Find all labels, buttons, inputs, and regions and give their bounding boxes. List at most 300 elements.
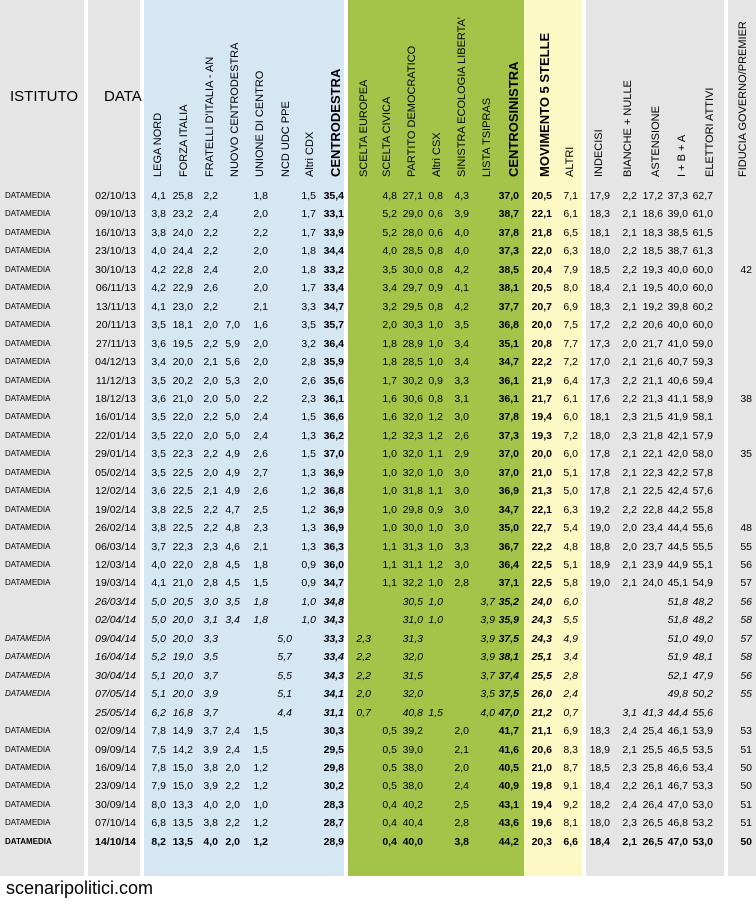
cell-value-bianche: 2,4 xyxy=(622,798,637,811)
cell-value-altri-cdx: 1,8 xyxy=(301,263,316,276)
cell-value-nuovo-cd xyxy=(210,704,240,722)
table-row xyxy=(0,833,756,851)
cell-value-iba: 37,3 xyxy=(667,190,688,202)
cell-value-fiducia: 48 xyxy=(740,522,752,535)
cell-data: 02/10/13 xyxy=(95,190,136,202)
cell-value-fdi: 2,2 xyxy=(203,245,218,258)
cell-value-sel: 3,8 xyxy=(454,835,469,848)
cell-value-sel: 2,6 xyxy=(454,429,469,442)
cell-value-pd: 28,5 xyxy=(402,356,423,369)
cell-istituto: DATAMEDIA xyxy=(5,264,51,274)
cell-value-altri-cdx: 3,5 xyxy=(301,319,316,332)
cell-value-fiducia: 56 xyxy=(740,669,752,682)
cell-value-indecisi: 18,4 xyxy=(589,282,610,295)
cell-value-astensione: 22,8 xyxy=(642,503,663,516)
cell-value-pd: 39,2 xyxy=(402,725,423,738)
cell-value-udc: 1,8 xyxy=(253,595,268,608)
table-row xyxy=(0,261,756,279)
cell-value-bianche: 2,1 xyxy=(622,466,637,479)
cell-value-indecisi: 17,3 xyxy=(589,374,610,387)
cell-value-scelta-civica: 4,8 xyxy=(382,190,397,202)
cell-value-scelta-civica: 1,6 xyxy=(382,392,397,405)
cell-value-altri-cdx: 1,0 xyxy=(301,595,316,608)
cell-value-astensione: 26,5 xyxy=(642,817,663,830)
cell-value-fdi: 2,0 xyxy=(203,429,218,442)
cell-value-elettori: 53,3 xyxy=(692,780,713,793)
cell-value-m5s: 21,1 xyxy=(531,725,552,738)
cell-value-centrodestra: 35,7 xyxy=(323,319,344,332)
cell-value-lega-nord: 8,2 xyxy=(151,835,166,848)
cell-data: 27/11/13 xyxy=(95,337,136,350)
cell-value-m5s: 20,8 xyxy=(531,337,552,350)
cell-value-pd: 32,0 xyxy=(402,688,423,701)
cell-value-nuovo-cd: 5,6 xyxy=(225,356,240,369)
cell-value-altri-csx: 1,0 xyxy=(428,595,443,608)
cell-value-centrodestra: 36,6 xyxy=(323,411,344,424)
cell-value-indecisi: 18,9 xyxy=(589,559,610,571)
cell-value-fdi: 2,0 xyxy=(203,466,218,479)
cell-istituto: DATAMEDIA xyxy=(5,652,51,662)
cell-value-lega-nord: 4,2 xyxy=(151,282,166,295)
cell-value-bianche: 2,0 xyxy=(622,337,637,350)
cell-value-altri-cdx: 1,0 xyxy=(301,614,316,627)
cell-value-altri-csx: 1,0 xyxy=(428,577,443,590)
cell-value-forza-italia: 22,3 xyxy=(172,448,193,461)
cell-value-centrosinistra: 37,5 xyxy=(498,632,519,645)
cell-value-altri-csx: 0,8 xyxy=(428,300,443,313)
cell-value-pd: 31,8 xyxy=(402,485,423,498)
cell-data: 06/11/13 xyxy=(95,282,136,295)
cell-value-astensione: 21,3 xyxy=(642,392,663,405)
cell-value-centrosinistra: 37,1 xyxy=(498,577,519,590)
cell-value-lega-nord: 3,5 xyxy=(151,319,166,332)
cell-value-bianche: 2,2 xyxy=(622,245,637,258)
cell-value-fdi: 2,3 xyxy=(203,540,218,553)
column-header-iba: I + B + A xyxy=(676,134,688,177)
cell-value-fdi: 2,6 xyxy=(203,282,218,295)
table-row xyxy=(0,648,756,666)
cell-value-sel: 3,3 xyxy=(454,540,469,553)
column-header-ncd-udc: NCD UDC PPE xyxy=(280,101,292,177)
cell-value-indecisi: 18,5 xyxy=(589,263,610,276)
cell-value-m5s: 21,7 xyxy=(531,392,552,405)
cell-value-sel: 3,3 xyxy=(454,374,469,387)
cell-value-astensione: 41,3 xyxy=(642,706,663,719)
cell-value-indecisi: 18,5 xyxy=(589,761,610,774)
cell-data: 19/02/14 xyxy=(95,503,136,516)
cell-value-sel: 3,0 xyxy=(454,411,469,424)
cell-value-centrodestra: 36,9 xyxy=(323,466,344,479)
cell-value-centrosinistra: 35,9 xyxy=(498,614,519,627)
footer-source: scenaripolitici.com xyxy=(6,878,154,898)
cell-value-nuovo-cd: 4,9 xyxy=(225,466,240,479)
cell-value-pd: 31,5 xyxy=(402,669,423,682)
cell-value-fdi: 3,7 xyxy=(203,725,218,738)
cell-value-altri: 6,4 xyxy=(563,374,578,387)
cell-value-nuovo-cd: 2,2 xyxy=(225,780,240,793)
cell-value-elettori: 57,6 xyxy=(692,485,713,498)
table-row xyxy=(0,464,756,482)
cell-value-forza-italia: 21,0 xyxy=(172,392,193,405)
cell-value-altri-cdx xyxy=(286,722,316,740)
cell-value-elettori: 55,6 xyxy=(692,706,713,719)
cell-value-fdi: 2,4 xyxy=(203,263,218,276)
table-row xyxy=(0,482,756,500)
table-row xyxy=(0,741,756,759)
cell-value-centrosinistra: 37,3 xyxy=(498,429,519,442)
cell-value-altri-csx: 1,2 xyxy=(428,429,443,442)
cell-value-altri: 8,1 xyxy=(563,817,578,830)
cell-value-centrodestra: 34,7 xyxy=(323,577,344,590)
cell-value-lega-nord: 3,8 xyxy=(151,522,166,535)
cell-value-altri-csx: 1,0 xyxy=(428,356,443,369)
cell-value-iba: 45,1 xyxy=(667,577,688,590)
cell-value-lega-nord: 7,9 xyxy=(151,780,166,793)
cell-value-nuovo-cd: 2,4 xyxy=(225,725,240,738)
cell-data: 20/11/13 xyxy=(95,319,136,332)
cell-value-centrosinistra: 43,6 xyxy=(498,817,519,830)
cell-value-sel: 3,4 xyxy=(454,337,469,350)
cell-istituto: DATAMEDIA xyxy=(5,726,51,736)
cell-value-elettori: 48,2 xyxy=(692,614,713,627)
cell-value-bianche: 2,0 xyxy=(622,540,637,553)
cell-value-pd: 32,0 xyxy=(402,651,423,664)
cell-value-m5s: 21,2 xyxy=(531,706,552,719)
cell-value-fiducia xyxy=(722,187,752,205)
cell-data: 30/04/14 xyxy=(95,669,136,682)
table-row xyxy=(0,611,756,629)
cell-istituto: DATAMEDIA xyxy=(5,227,51,237)
cell-value-centrodestra: 34,8 xyxy=(323,595,344,608)
cell-value-scelta-civica: 1,8 xyxy=(382,356,397,369)
cell-value-indecisi: 18,0 xyxy=(589,245,610,258)
cell-value-nuovo-cd: 4,9 xyxy=(225,485,240,498)
cell-value-fiducia: 55 xyxy=(740,540,752,553)
cell-value-bianche: 2,1 xyxy=(622,577,637,590)
cell-value-centrodestra: 36,8 xyxy=(323,485,344,498)
cell-value-sel: 3,0 xyxy=(454,503,469,516)
cell-value-sel: 4,0 xyxy=(454,245,469,258)
cell-value-scelta-civica: 3,4 xyxy=(382,282,397,295)
cell-value-m5s: 19,6 xyxy=(531,817,552,830)
cell-value-centrodestra: 33,1 xyxy=(323,208,344,221)
cell-value-elettori: 53,4 xyxy=(692,761,713,774)
cell-value-elettori: 53,9 xyxy=(692,725,713,738)
cell-value-m5s: 20,3 xyxy=(531,835,552,848)
cell-value-lega-nord: 5,1 xyxy=(151,669,166,682)
cell-value-pd: 31,3 xyxy=(402,632,423,645)
cell-value-bianche: 2,4 xyxy=(622,725,637,738)
cell-value-bianche: 2,1 xyxy=(622,208,637,221)
cell-value-nuovo-cd xyxy=(210,261,240,279)
cell-value-fiducia: 57 xyxy=(740,577,752,590)
cell-value-fiducia xyxy=(722,408,752,426)
cell-value-centrosinistra: 40,9 xyxy=(498,780,519,793)
cell-value-fiducia xyxy=(722,427,752,445)
cell-value-centrosinistra: 44,2 xyxy=(498,835,519,848)
cell-value-altri: 6,1 xyxy=(563,392,578,405)
cell-value-indecisi: 17,8 xyxy=(589,485,610,498)
cell-value-lega-nord: 3,6 xyxy=(151,485,166,498)
cell-value-fdi: 3,8 xyxy=(203,761,218,774)
cell-data: 19/03/14 xyxy=(95,577,136,590)
cell-value-centrosinistra: 47,0 xyxy=(498,706,519,719)
table-row xyxy=(0,372,756,390)
cell-value-fiducia xyxy=(722,501,752,519)
cell-value-bianche: 2,1 xyxy=(622,300,637,313)
cell-value-fiducia xyxy=(722,353,752,371)
cell-value-altri-cdx: 1,3 xyxy=(301,429,316,442)
cell-value-pd: 30,3 xyxy=(402,319,423,332)
cell-value-centrodestra: 28,9 xyxy=(323,835,344,848)
cell-data: 16/10/13 xyxy=(95,226,136,239)
table-row xyxy=(0,390,756,408)
cell-value-centrosinistra: 36,4 xyxy=(498,559,519,571)
cell-value-elettori: 62,7 xyxy=(692,190,713,202)
cell-value-m5s: 20,0 xyxy=(531,319,552,332)
cell-value-pd: 32,0 xyxy=(402,466,423,479)
cell-value-iba: 51,8 xyxy=(667,595,688,608)
cell-value-altri: 5,5 xyxy=(563,614,578,627)
cell-value-forza-italia: 22,8 xyxy=(172,263,193,276)
cell-value-fiducia xyxy=(722,298,752,316)
table-row xyxy=(0,298,756,316)
cell-value-forza-italia: 19,0 xyxy=(172,651,193,664)
cell-value-nuovo-cd: 4,9 xyxy=(225,448,240,461)
cell-value-pd: 30,0 xyxy=(402,263,423,276)
cell-value-altri-cdx: 2,6 xyxy=(301,374,316,387)
cell-value-altri-cdx: 1,5 xyxy=(301,448,316,461)
cell-value-centrodestra: 34,3 xyxy=(323,669,344,682)
cell-value-sel: 4,0 xyxy=(454,226,469,239)
cell-value-nuovo-cd xyxy=(210,298,240,316)
cell-value-m5s: 21,0 xyxy=(531,466,552,479)
table-row xyxy=(0,205,756,223)
cell-value-fdi: 4,0 xyxy=(203,798,218,811)
cell-value-m5s: 20,5 xyxy=(531,282,552,295)
cell-value-nuovo-cd: 4,8 xyxy=(225,522,240,535)
cell-value-m5s: 19,8 xyxy=(531,780,552,793)
cell-istituto: DATAMEDIA xyxy=(5,375,51,385)
cell-value-altri-csx: 1,2 xyxy=(428,559,443,571)
cell-value-bianche: 2,0 xyxy=(622,522,637,535)
cell-value-iba: 42,0 xyxy=(667,448,688,461)
cell-value-altri-csx: 0,8 xyxy=(428,245,443,258)
cell-value-lega-nord: 3,5 xyxy=(151,374,166,387)
cell-value-altri-csx: 1,0 xyxy=(428,540,443,553)
cell-value-pd: 31,0 xyxy=(402,614,423,627)
cell-value-centrosinistra: 38,5 xyxy=(498,263,519,276)
cell-value-iba: 42,4 xyxy=(667,485,688,498)
cell-value-iba: 49,8 xyxy=(667,688,688,701)
cell-istituto: DATAMEDIA xyxy=(5,762,51,772)
cell-value-elettori: 49,0 xyxy=(692,632,713,645)
cell-value-pd: 29,8 xyxy=(402,503,423,516)
cell-value-bianche: 2,3 xyxy=(622,429,637,442)
cell-value-altri-cdx: 1,3 xyxy=(301,540,316,553)
cell-value-bianche: 2,1 xyxy=(622,743,637,756)
cell-value-pd: 29,5 xyxy=(402,300,423,313)
cell-value-elettori: 61,3 xyxy=(692,245,713,258)
cell-data: 12/02/14 xyxy=(95,485,136,498)
cell-istituto: DATAMEDIA xyxy=(5,430,51,440)
cell-value-fdi: 3,0 xyxy=(203,595,218,608)
cell-value-elettori: 53,5 xyxy=(692,743,713,756)
column-header-udc: UNIONE DI CENTRO xyxy=(254,70,266,177)
cell-value-bianche: 2,2 xyxy=(622,392,637,405)
cell-value-tsipras: 3,7 xyxy=(480,595,495,608)
cell-istituto: DATAMEDIA xyxy=(5,744,51,754)
cell-value-lega-nord: 5,0 xyxy=(151,595,166,608)
cell-value-m5s: 21,0 xyxy=(531,761,552,774)
table-row xyxy=(0,777,756,795)
cell-value-scelta-civica: 0,5 xyxy=(382,780,397,793)
cell-data: 22/01/14 xyxy=(95,429,136,442)
cell-value-fiducia: 42 xyxy=(740,263,752,276)
cell-value-forza-italia: 22,5 xyxy=(172,522,193,535)
cell-value-forza-italia: 22,0 xyxy=(172,429,193,442)
cell-value-nuovo-cd xyxy=(210,279,240,297)
cell-value-altri: 3,4 xyxy=(563,651,578,664)
cell-value-centrosinistra: 36,7 xyxy=(498,540,519,553)
cell-value-iba: 38,7 xyxy=(667,245,688,258)
cell-value-centrodestra: 35,9 xyxy=(323,356,344,369)
cell-value-forza-italia: 13,3 xyxy=(172,798,193,811)
cell-value-forza-italia: 14,2 xyxy=(172,743,193,756)
cell-value-nuovo-cd: 5,0 xyxy=(225,392,240,405)
cell-value-pd: 30,2 xyxy=(402,374,423,387)
cell-value-pd: 31,1 xyxy=(402,559,423,571)
cell-value-altri-cdx: 1,5 xyxy=(301,411,316,424)
cell-value-bianche: 2,3 xyxy=(622,817,637,830)
cell-value-sel: 3,0 xyxy=(454,522,469,535)
cell-value-indecisi xyxy=(580,648,610,666)
cell-value-centrosinistra: 37,7 xyxy=(498,300,519,313)
cell-value-altri: 8,7 xyxy=(563,761,578,774)
cell-value-astensione: 19,3 xyxy=(642,263,663,276)
cell-value-centrodestra: 36,9 xyxy=(323,503,344,516)
cell-value-iba: 39,8 xyxy=(667,300,688,313)
cell-value-altri-cdx xyxy=(286,685,316,703)
cell-value-fiducia: 55 xyxy=(740,688,752,701)
table-row xyxy=(0,501,756,519)
cell-value-fiducia xyxy=(722,205,752,223)
cell-value-centrodestra: 36,9 xyxy=(323,522,344,535)
cell-value-altri: 0,7 xyxy=(563,706,578,719)
cell-value-forza-italia: 20,0 xyxy=(172,356,193,369)
cell-value-altri: 4,8 xyxy=(563,540,578,553)
cell-value-fdi: 2,8 xyxy=(203,577,218,590)
cell-value-nuovo-cd: 5,0 xyxy=(225,411,240,424)
cell-value-centrosinistra: 35,2 xyxy=(498,595,519,608)
cell-istituto: DATAMEDIA xyxy=(5,449,51,459)
cell-value-altri: 7,7 xyxy=(563,337,578,350)
cell-value-astensione: 22,5 xyxy=(642,485,663,498)
cell-value-elettori: 47,9 xyxy=(692,669,713,682)
cell-value-fdi: 3,8 xyxy=(203,817,218,830)
cell-value-iba: 44,2 xyxy=(667,503,688,516)
table-row xyxy=(0,445,756,463)
cell-value-indecisi: 18,0 xyxy=(589,429,610,442)
cell-value-iba: 41,9 xyxy=(667,411,688,424)
cell-value-lega-nord: 4,1 xyxy=(151,577,166,590)
cell-value-nuovo-cd xyxy=(210,685,240,703)
cell-value-iba: 51,8 xyxy=(667,614,688,627)
cell-istituto: DATAMEDIA xyxy=(5,301,51,311)
cell-value-altri: 6,9 xyxy=(563,725,578,738)
cell-value-udc: 2,4 xyxy=(253,411,268,424)
cell-value-iba: 42,1 xyxy=(667,429,688,442)
cell-value-altri: 5,4 xyxy=(563,522,578,535)
cell-value-fiducia: 58 xyxy=(740,651,752,664)
cell-value-elettori: 57,9 xyxy=(692,429,713,442)
cell-value-sel: 2,4 xyxy=(454,780,469,793)
cell-value-sel: 2,5 xyxy=(454,798,469,811)
cell-value-scelta-civica: 0,4 xyxy=(382,798,397,811)
cell-value-pd: 27,1 xyxy=(402,190,423,202)
cell-value-elettori: 50,2 xyxy=(692,688,713,701)
cell-value-forza-italia: 22,9 xyxy=(172,282,193,295)
cell-value-fdi: 2,4 xyxy=(203,208,218,221)
cell-value-nuovo-cd: 5,0 xyxy=(225,429,240,442)
cell-value-lega-nord: 4,1 xyxy=(151,190,166,202)
cell-value-altri: 7,5 xyxy=(563,319,578,332)
cell-value-altri-cdx: 1,3 xyxy=(301,466,316,479)
cell-value-altri: 7,2 xyxy=(563,429,578,442)
cell-value-elettori: 59,3 xyxy=(692,356,713,369)
cell-value-pd: 32,3 xyxy=(402,429,423,442)
cell-value-ncd-udc: 5,7 xyxy=(277,651,292,664)
cell-value-forza-italia: 15,0 xyxy=(172,761,193,774)
cell-value-astensione: 20,6 xyxy=(642,319,663,332)
cell-value-fiducia xyxy=(722,704,752,722)
cell-value-nuovo-cd: 2,2 xyxy=(225,817,240,830)
cell-value-sel: 3,5 xyxy=(454,319,469,332)
cell-value-centrosinistra: 35,0 xyxy=(498,522,519,535)
cell-value-m5s: 25,1 xyxy=(531,651,552,664)
cell-value-m5s: 21,8 xyxy=(531,226,552,239)
cell-value-centrodestra: 36,0 xyxy=(323,559,344,571)
cell-data: 11/12/13 xyxy=(95,374,136,387)
cell-value-altri-csx: 1,1 xyxy=(428,485,443,498)
cell-value-centrodestra: 28,7 xyxy=(323,817,344,830)
cell-value-scelta-civica: 5,2 xyxy=(382,226,397,239)
cell-data: 23/10/13 xyxy=(95,245,136,258)
cell-value-lega-nord: 4,0 xyxy=(151,245,166,258)
cell-istituto: DATAMEDIA xyxy=(5,412,51,422)
cell-value-fdi: 2,0 xyxy=(203,392,218,405)
cell-value-altri: 6,1 xyxy=(563,208,578,221)
column-header-m5s: MOVIMENTO 5 STELLE xyxy=(537,32,552,177)
cell-data: 18/12/13 xyxy=(95,392,136,405)
cell-value-forza-italia: 22,5 xyxy=(172,485,193,498)
cell-data: 26/03/14 xyxy=(95,595,136,608)
cell-value-scelta-civica: 1,1 xyxy=(382,577,397,590)
cell-value-m5s: 19,4 xyxy=(531,798,552,811)
cell-value-elettori: 55,8 xyxy=(692,503,713,516)
cell-value-iba: 46,7 xyxy=(667,780,688,793)
cell-value-fdi: 2,2 xyxy=(203,448,218,461)
cell-value-indecisi xyxy=(580,685,610,703)
cell-value-bianche: 2,1 xyxy=(622,559,637,571)
cell-value-centrodestra: 34,7 xyxy=(323,300,344,313)
cell-value-altri: 7,2 xyxy=(563,356,578,369)
cell-value-astensione: 26,1 xyxy=(642,780,663,793)
table-row xyxy=(0,242,756,260)
cell-data: 09/09/14 xyxy=(95,743,136,756)
cell-value-scelta-europea: 2,2 xyxy=(356,651,371,664)
cell-value-tsipras: 3,7 xyxy=(480,669,495,682)
